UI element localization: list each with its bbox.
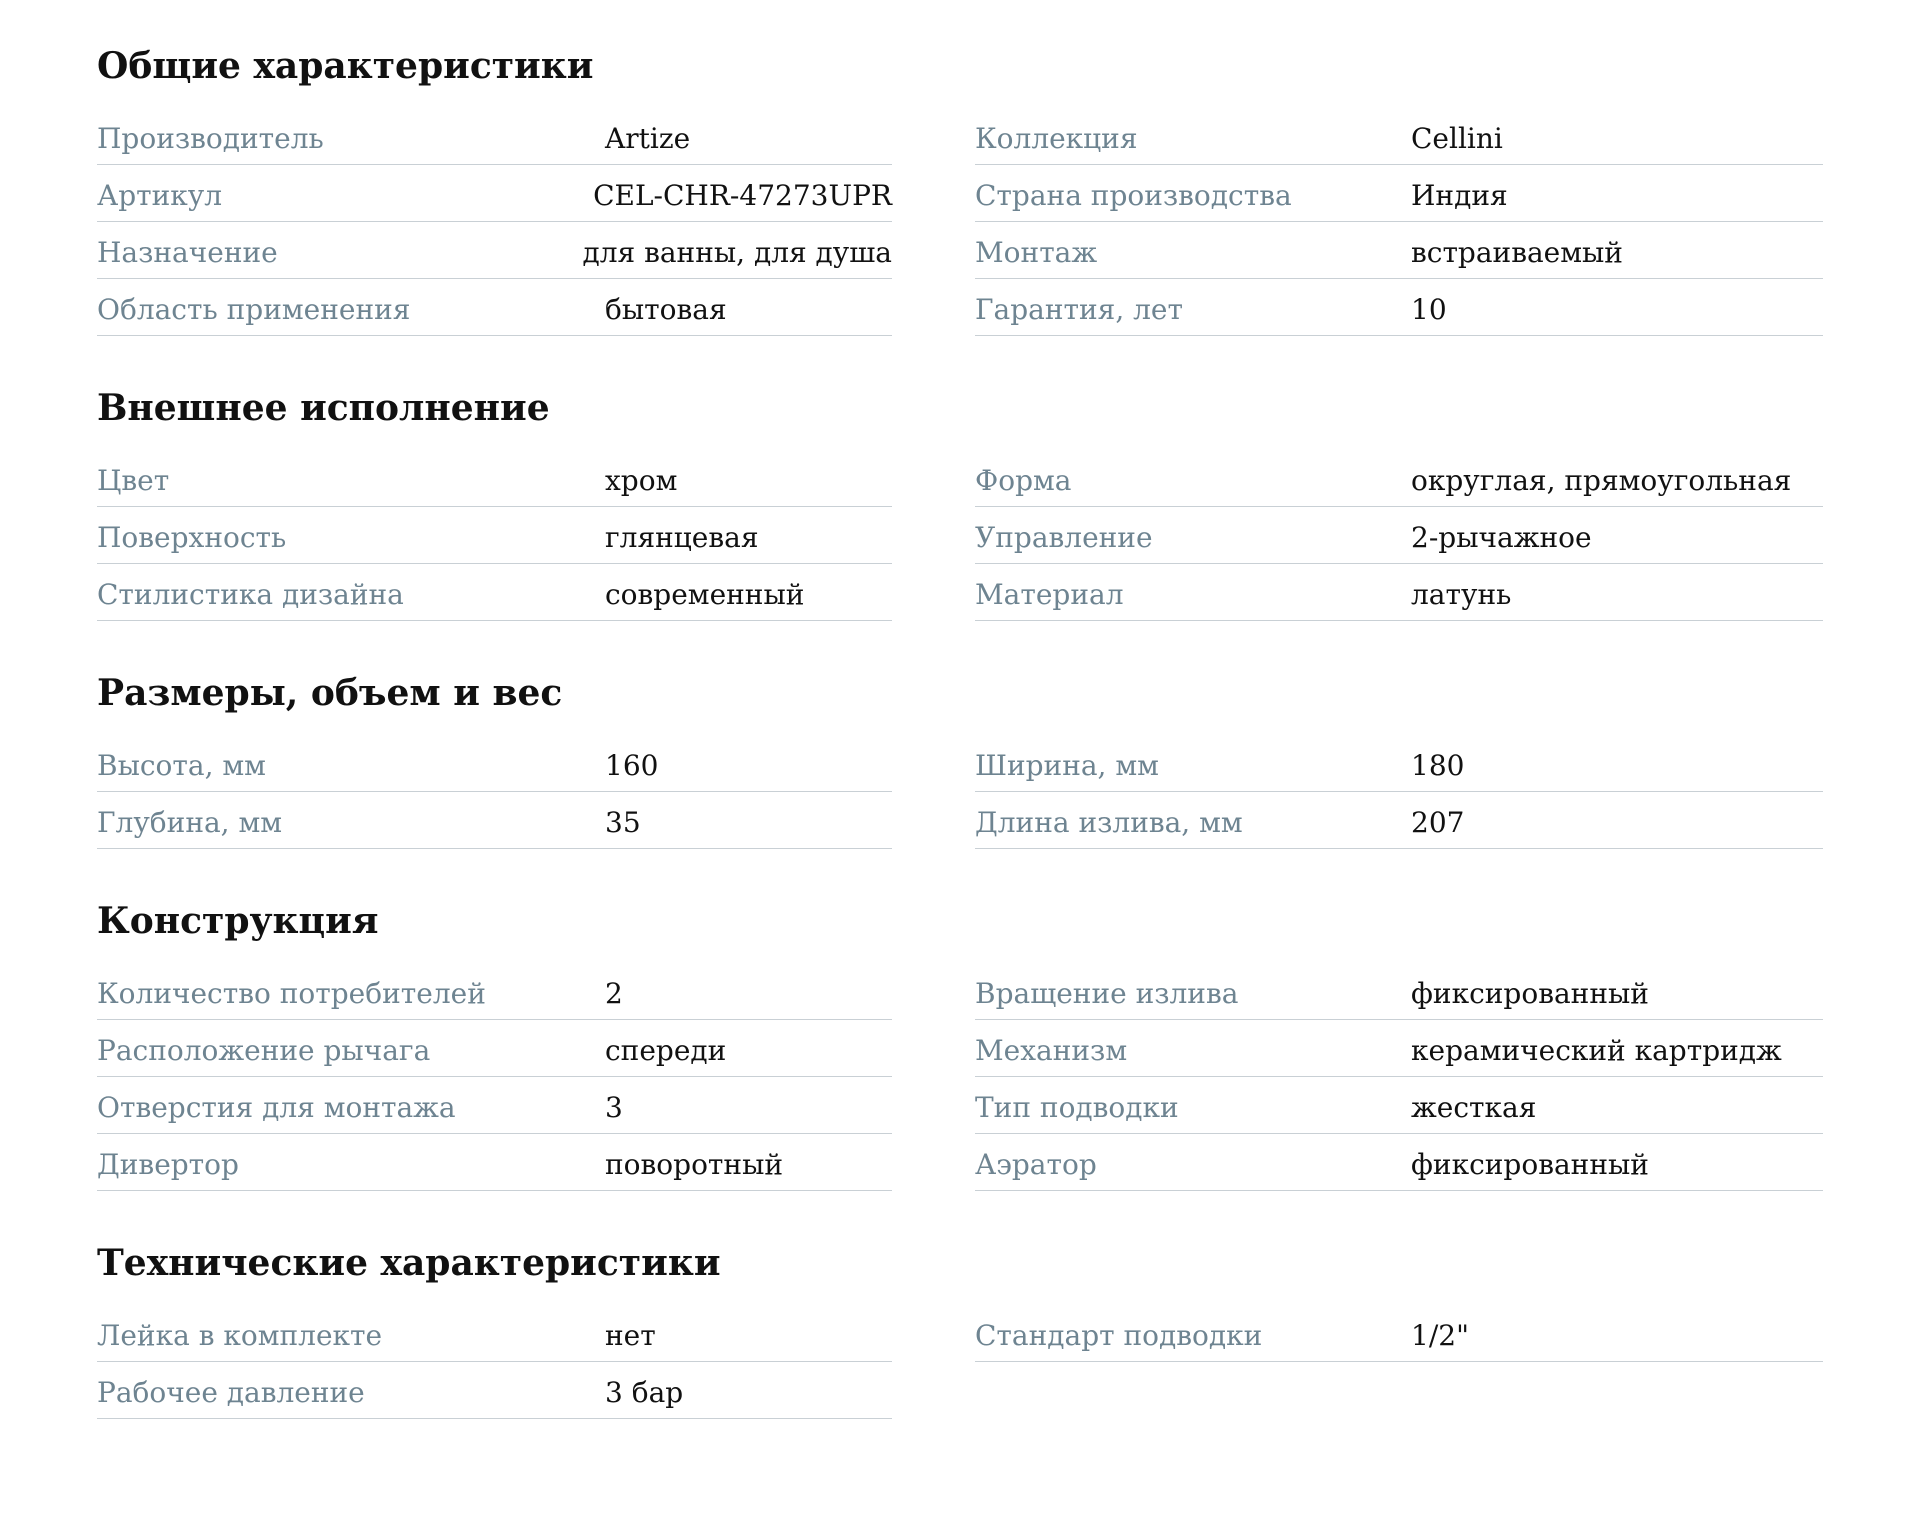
spec-row: [975, 1020, 1823, 1077]
spec-label: Гарантия, лет: [975, 292, 1183, 326]
spec-row: [97, 1362, 892, 1419]
spec-label: Монтаж: [975, 235, 1098, 269]
spec-column-right: [975, 1305, 1823, 1419]
spec-label: Длина излива, мм: [975, 805, 1243, 839]
spec-row: [975, 450, 1823, 507]
section-general: [97, 40, 1823, 336]
spec-column-right: [975, 735, 1823, 849]
spec-grid: [97, 735, 1823, 849]
section-title: Общие характеристики: [97, 45, 594, 87]
spec-row: [975, 564, 1823, 621]
spec-row: [97, 507, 892, 564]
spec-row: [97, 279, 892, 336]
spec-label: Ширина, мм: [975, 748, 1159, 782]
spec-row: [975, 279, 1823, 336]
spec-label: Расположение рычага: [97, 1033, 431, 1067]
spec-value: для ванны, для душа: [582, 235, 892, 269]
spec-row: [97, 963, 892, 1020]
spec-value: фиксированный: [1411, 976, 1649, 1010]
spec-value: поворотный: [605, 1147, 784, 1181]
section-construction: [97, 895, 1823, 1191]
spec-column-right: [975, 108, 1823, 336]
spec-label: Стандарт подводки: [975, 1318, 1263, 1352]
section-title: Размеры, объем и вес: [97, 672, 563, 714]
spec-column-left: [97, 1305, 892, 1419]
spec-grid: [97, 963, 1823, 1191]
spec-label: Глубина, мм: [97, 805, 283, 839]
spec-value: Индия: [1411, 178, 1508, 212]
spec-label: Рабочее давление: [97, 1375, 365, 1409]
spec-column-right: [975, 963, 1823, 1191]
spec-grid: [97, 1305, 1823, 1419]
spec-value: Cellini: [1411, 121, 1503, 155]
spec-value: нет: [605, 1318, 656, 1352]
spec-grid: [97, 450, 1823, 621]
spec-value: латунь: [1411, 577, 1512, 611]
spec-value: 3: [605, 1090, 623, 1124]
section-technical: [97, 1237, 1823, 1419]
spec-label: Артикул: [97, 178, 223, 212]
spec-label: Цвет: [97, 463, 170, 497]
spec-value: 207: [1411, 805, 1465, 839]
spec-value: 3 бар: [605, 1375, 684, 1409]
spec-value: CEL-CHR-47273UPR: [593, 178, 892, 212]
spec-label: Отверстия для монтажа: [97, 1090, 456, 1124]
spec-value: современный: [605, 577, 805, 611]
spec-value: 1/2": [1411, 1318, 1469, 1352]
spec-row: [97, 450, 892, 507]
spec-value: 2-рычажное: [1411, 520, 1592, 554]
spec-label: Стилистика дизайна: [97, 577, 404, 611]
spec-value: 10: [1411, 292, 1447, 326]
spec-row: [97, 735, 892, 792]
spec-column-left: [97, 735, 892, 849]
spec-row: [97, 1305, 892, 1362]
spec-value: хром: [605, 463, 678, 497]
spec-row: [975, 222, 1823, 279]
spec-row: [975, 1134, 1823, 1191]
section-title: Конструкция: [97, 900, 379, 942]
spec-value: глянцевая: [605, 520, 759, 554]
spec-column-right: [975, 450, 1823, 621]
spec-value: 35: [605, 805, 641, 839]
spec-row: [975, 108, 1823, 165]
spec-label: Производитель: [97, 121, 324, 155]
spec-label: Поверхность: [97, 520, 287, 554]
spec-label: Аэратор: [975, 1147, 1097, 1181]
spec-label: Лейка в комплекте: [97, 1318, 383, 1352]
spec-row: [975, 507, 1823, 564]
spec-label: Материал: [975, 577, 1124, 611]
spec-value: керамический картридж: [1411, 1033, 1782, 1067]
spec-column-left: [97, 963, 892, 1191]
spec-label: Назначение: [97, 235, 278, 269]
spec-row: [97, 1134, 892, 1191]
spec-label: Форма: [975, 463, 1072, 497]
spec-value: встраиваемый: [1411, 235, 1623, 269]
spec-row: [97, 792, 892, 849]
spec-value: бытовая: [605, 292, 727, 326]
spec-value: 2: [605, 976, 623, 1010]
spec-value: фиксированный: [1411, 1147, 1649, 1181]
spec-row: [97, 564, 892, 621]
spec-label: Управление: [975, 520, 1153, 554]
section-title: Технические характеристики: [97, 1242, 721, 1284]
spec-column-left: [97, 108, 892, 336]
spec-row: [97, 1020, 892, 1077]
spec-label: Область применения: [97, 292, 411, 326]
spec-value: жесткая: [1411, 1090, 1537, 1124]
spec-row: [97, 165, 892, 222]
spec-row: [975, 735, 1823, 792]
spec-label: Количество потребителей: [97, 976, 486, 1010]
section-appearance: [97, 382, 1823, 621]
spec-row: [975, 963, 1823, 1020]
section-dimensions: [97, 667, 1823, 849]
section-title: Внешнее исполнение: [97, 387, 550, 429]
spec-value: 180: [1411, 748, 1465, 782]
spec-row: [975, 1077, 1823, 1134]
spec-label: Вращение излива: [975, 976, 1239, 1010]
spec-label: Механизм: [975, 1033, 1128, 1067]
spec-value: Artize: [605, 121, 691, 155]
spec-label: Дивертор: [97, 1147, 239, 1181]
spec-row: [975, 1305, 1823, 1362]
spec-value: округлая, прямоугольная: [1411, 463, 1792, 497]
spec-row: [97, 222, 892, 279]
spec-row: [975, 792, 1823, 849]
spec-value: 160: [605, 748, 659, 782]
spec-grid: [97, 108, 1823, 336]
spec-label: Тип подводки: [975, 1090, 1179, 1124]
spec-value: спереди: [605, 1033, 727, 1067]
spec-column-left: [97, 450, 892, 621]
spec-row: [97, 108, 892, 165]
spec-label: Страна производства: [975, 178, 1292, 212]
spec-row: [97, 1077, 892, 1134]
spec-label: Высота, мм: [97, 748, 266, 782]
spec-label: Коллекция: [975, 121, 1138, 155]
spec-row: [975, 165, 1823, 222]
